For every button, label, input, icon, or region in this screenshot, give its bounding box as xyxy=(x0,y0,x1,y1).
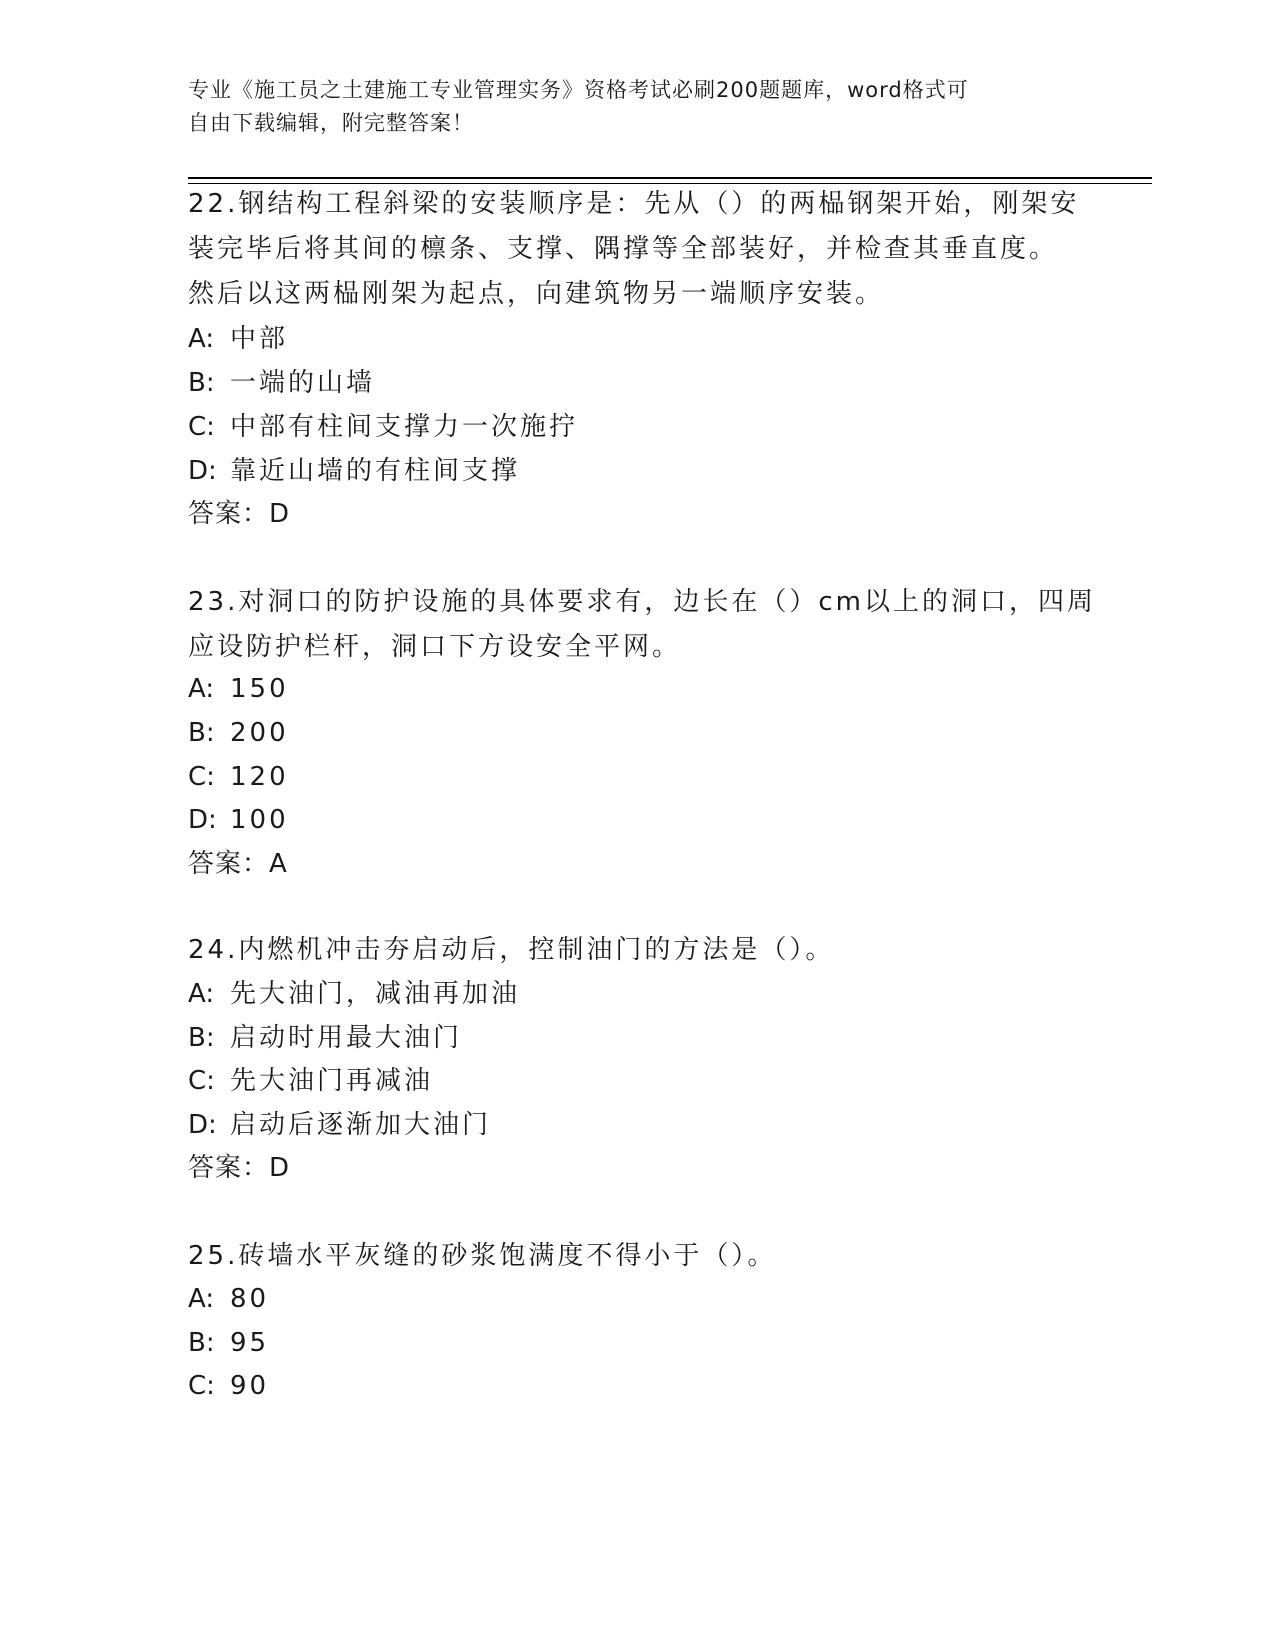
question-23-stem xyxy=(188,580,1096,670)
option-key: B: xyxy=(188,1328,215,1358)
question-24-option-c xyxy=(188,1059,433,1104)
question-stem-line: 24.内燃机冲击夯启动后，控制油门的方法是（）。 xyxy=(188,935,835,965)
question-25-option-a xyxy=(188,1277,269,1322)
question-22-stem xyxy=(188,182,1088,317)
question-24-option-d xyxy=(188,1103,491,1148)
option-key: A: xyxy=(188,1284,215,1314)
question-22-option-c xyxy=(188,405,578,450)
option-text: 100 xyxy=(230,805,289,835)
option-text: 靠近山墙的有柱间支撑 xyxy=(230,456,521,486)
question-22-option-d xyxy=(188,449,520,494)
question-22-option-a xyxy=(188,317,288,362)
option-text: 80 xyxy=(230,1284,270,1314)
header-divider-thick xyxy=(188,177,1152,179)
option-text: 先大油门再减油 xyxy=(230,1066,434,1096)
option-key: B: xyxy=(188,1023,215,1053)
option-key: D: xyxy=(188,456,217,486)
option-text: 一端的山墙 xyxy=(230,368,376,398)
option-key: B: xyxy=(188,718,215,748)
question-stem-line: 装完毕后将其间的檩条、支撑、隅撑等全部装好，并检查其垂直度。 xyxy=(188,234,1059,264)
question-25-stem xyxy=(188,1234,1088,1279)
question-23-option-a xyxy=(188,667,289,712)
option-key: D: xyxy=(188,1110,217,1140)
option-text: 150 xyxy=(230,674,289,704)
option-text: 中部 xyxy=(230,324,289,354)
header-line-1: 专业《施工员之土建施工专业管理实务》资格考试必刷200题题库，word格式可 xyxy=(188,78,969,102)
option-key: A: xyxy=(188,674,215,704)
option-text: 120 xyxy=(230,762,289,792)
document-header xyxy=(188,74,1068,140)
question-25-option-b xyxy=(188,1321,269,1366)
option-key: A: xyxy=(188,324,215,354)
option-key: C: xyxy=(188,762,215,792)
option-key: D: xyxy=(188,805,217,835)
option-text: 先大油门，减油再加油 xyxy=(230,979,521,1009)
question-22-option-b xyxy=(188,361,375,406)
option-key: C: xyxy=(188,412,215,442)
option-text: 90 xyxy=(230,1371,270,1401)
question-stem-line: 22.钢结构工程斜梁的安装顺序是：先从（）的两榀钢架开始，刚架安 xyxy=(188,189,1080,219)
option-text: 中部有柱间支撑力一次施拧 xyxy=(230,412,579,442)
question-stem-line: 23.对洞口的防护设施的具体要求有，边长在（）cm以上的洞口，四周 xyxy=(188,587,1096,617)
question-23-option-c xyxy=(188,755,289,800)
option-key: B: xyxy=(188,368,215,398)
option-key: C: xyxy=(188,1066,215,1096)
question-23-option-d xyxy=(188,798,289,843)
option-text: 200 xyxy=(230,718,289,748)
option-key: C: xyxy=(188,1371,215,1401)
option-text: 启动时用最大油门 xyxy=(230,1023,463,1053)
question-23-option-b xyxy=(188,711,289,756)
question-25-option-c xyxy=(188,1364,269,1409)
question-stem-line: 然后以这两榀刚架为起点，向建筑物另一端顺序安装。 xyxy=(188,279,885,309)
question-23-answer: 答案：A xyxy=(188,849,288,879)
option-key: A: xyxy=(188,979,215,1009)
question-24-option-a xyxy=(188,972,520,1017)
option-text: 启动后逐渐加大油门 xyxy=(230,1110,492,1140)
question-24-option-b xyxy=(188,1016,462,1061)
question-22-answer: 答案：D xyxy=(188,499,291,529)
question-stem-line: 应设防护栏杆，洞口下方设安全平网。 xyxy=(188,632,682,662)
question-stem-line: 25.砖墙水平灰缝的砂浆饱满度不得小于（）。 xyxy=(188,1241,777,1271)
option-text: 95 xyxy=(230,1328,270,1358)
question-24-answer: 答案：D xyxy=(188,1153,291,1183)
header-line-2: 自由下载编辑，附完整答案！ xyxy=(188,111,474,135)
question-24-stem xyxy=(188,928,1088,973)
